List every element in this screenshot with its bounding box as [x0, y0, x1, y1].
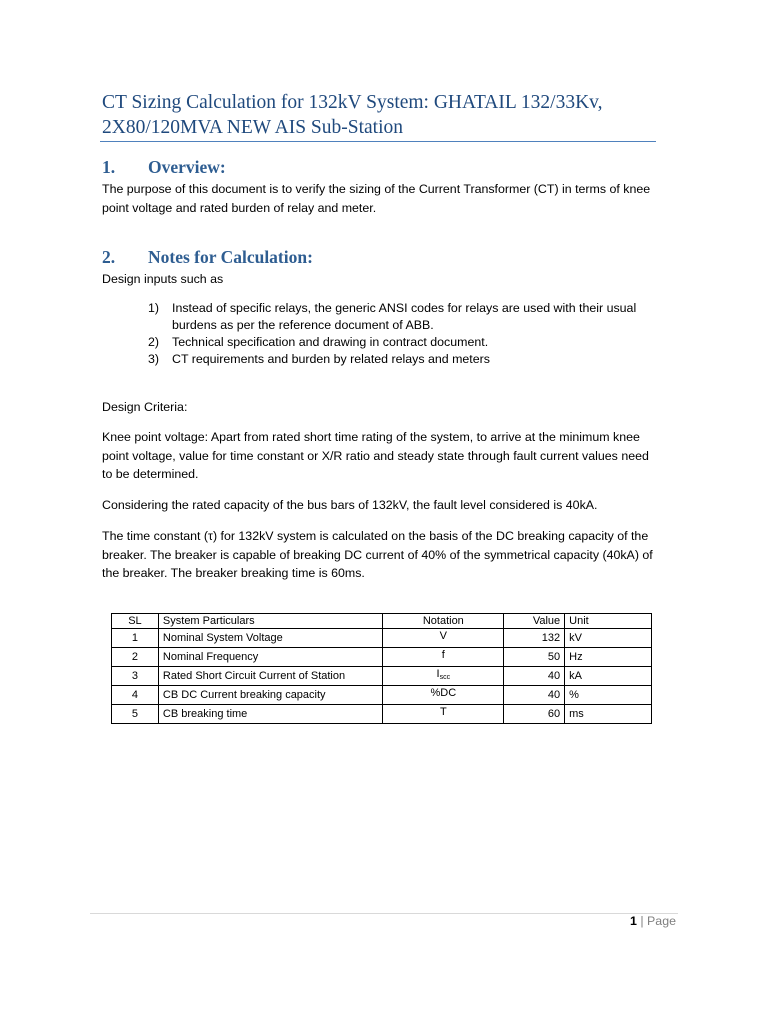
page-label: Page [647, 914, 676, 928]
page-footer [630, 914, 676, 928]
design-inputs-intro: Design inputs such as [102, 272, 224, 286]
footer-separator: | [640, 914, 644, 928]
list-item [148, 300, 658, 334]
table-row [112, 648, 652, 667]
column-header: Notation [383, 614, 504, 629]
table-cell-particular: Nominal Frequency [158, 648, 383, 667]
section-number: 1. [102, 157, 116, 177]
title-divider [100, 141, 656, 142]
column-header: Unit [565, 614, 652, 629]
section-number: 2. [102, 247, 116, 267]
design-criteria-label: Design Criteria: [102, 400, 188, 414]
table-cell-notation: $I_{scc}$ [383, 667, 504, 686]
table-cell-particular: Rated Short Circuit Current of Station [158, 667, 383, 686]
section-heading-overview [102, 157, 226, 178]
design-inputs-list [148, 300, 658, 368]
table-cell-particular: CB DC Current breaking capacity [158, 686, 383, 705]
table-row [112, 667, 652, 686]
list-item-text: Instead of specific relays, the generic ANSI codes for relays are used with their usual burdens as per the reference document of ABB. [172, 301, 637, 332]
list-item-number: 1) [148, 301, 160, 315]
overview-paragraph: The purpose of this document is to verify the sizing of the Current Transformer (CT) in terms of knee point voltage and rated burden of relay and meter. [102, 182, 651, 215]
table-row [112, 629, 652, 648]
list-item [148, 334, 658, 351]
table-cell-value: 40 [504, 686, 565, 705]
fault-level-paragraph: Considering the rated capacity of the bus bars of 132kV, the fault level considered is 40kA. [102, 498, 598, 512]
list-item-text: CT requirements and burden by related relays and meters [172, 352, 490, 366]
system-particulars-table [111, 613, 652, 724]
table-cell-unit: kA [565, 667, 652, 686]
table-cell-unit: Hz [565, 648, 652, 667]
column-header: SL [112, 614, 159, 629]
table-cell-unit: % [565, 686, 652, 705]
table-cell-notation: %DC [383, 686, 504, 705]
page-number: 1 [630, 914, 637, 928]
table-header-row [112, 614, 652, 629]
table-cell-unit: ms [565, 705, 652, 724]
table-cell-particular: Nominal System Voltage [158, 629, 383, 648]
table-cell-notation: f [383, 648, 504, 667]
table-cell-unit: kV [565, 629, 652, 648]
table-cell-particular: CB breaking time [158, 705, 383, 724]
list-item-number: 3) [148, 352, 160, 366]
column-header: Value [504, 614, 565, 629]
table-row [112, 686, 652, 705]
table-cell-notation: T [383, 705, 504, 724]
document-title: CT Sizing Calculation for 132kV System: GHATAIL 132/33Kv, 2X80/120MVA NEW AIS Sub-Station [102, 92, 603, 138]
table-cell-sl: 4 [112, 686, 159, 705]
table-cell-sl: 2 [112, 648, 159, 667]
table-cell-sl: 5 [112, 705, 159, 724]
section-heading-notes [102, 247, 313, 268]
list-item-number: 2) [148, 335, 160, 349]
column-header: System Particulars [158, 614, 383, 629]
table-cell-sl: 1 [112, 629, 159, 648]
table-cell-value: 50 [504, 648, 565, 667]
time-constant-paragraph: The time constant (τ) for 132kV system is calculated on the basis of the DC breaking capacity of the breaker. The breaker is capable of breaking DC current of 40% of the symmetrical capacity (40kA) of the breaker. The breaker breaking time is 60ms. [102, 529, 653, 580]
table-cell-sl: 3 [112, 667, 159, 686]
table-cell-value: 60 [504, 705, 565, 724]
section-title: Notes for Calculation: [148, 247, 313, 267]
list-item [148, 351, 658, 368]
table-cell-value: 132 [504, 629, 565, 648]
table-cell-value: 40 [504, 667, 565, 686]
footer-divider [90, 913, 678, 914]
knee-point-paragraph: Knee point voltage: Apart from rated short time rating of the system, to arrive at the minimum knee point voltage, value for time constant or X/R ratio and steady state through fault current values need to be determined. [102, 430, 649, 481]
section-title: Overview: [148, 157, 226, 177]
list-item-text: Technical specification and drawing in contract document. [172, 335, 489, 349]
table-cell-notation: V [383, 629, 504, 648]
table-row [112, 705, 652, 724]
